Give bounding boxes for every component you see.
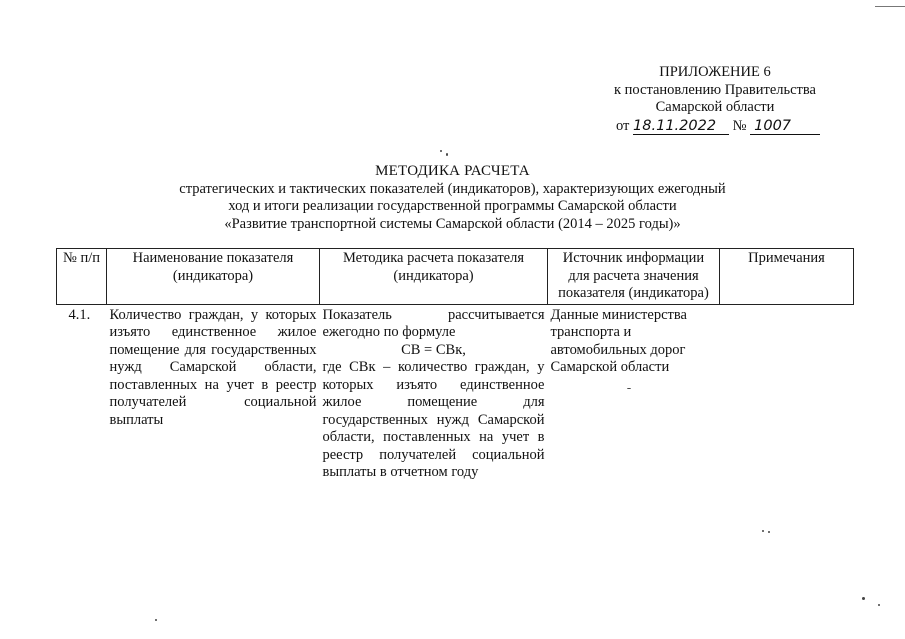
- handwritten-date: 18.11.2022: [633, 119, 729, 135]
- heading-title: МЕТОДИКА РАСЧЕТА: [375, 163, 530, 179]
- row-notes: [720, 304, 854, 482]
- indicator-table: [56, 248, 854, 482]
- row-method: [320, 304, 548, 482]
- date-prefix: от: [616, 117, 630, 134]
- method-intro: Показатель рассчитывается ежегодно по формуле: [322, 306, 545, 340]
- handwritten-number: 1007: [750, 119, 820, 135]
- appendix-line-2: Самарской области: [655, 99, 775, 115]
- heading-line-1: стратегических и тактических показателей (индикаторов), характеризующих ежегодный: [179, 180, 726, 197]
- appendix-date-row: [600, 118, 830, 136]
- heading-line-2: ход и итоги реализации государственной программы Самарской области: [228, 198, 677, 214]
- scan-speck: [627, 388, 631, 389]
- appendix-title: ПРИЛОЖЕНИЕ 6: [659, 64, 771, 80]
- document-heading: [80, 163, 825, 233]
- appendix-block: [600, 64, 830, 135]
- scan-speck: [862, 597, 865, 600]
- heading-line-3: «Развитие транспортной системы Самарской области (2014 – 2025 годы)»: [224, 215, 681, 232]
- number-prefix: №: [732, 117, 747, 134]
- scan-speck: [768, 531, 770, 533]
- scan-edge-line: [875, 6, 905, 7]
- scan-speck: [155, 619, 157, 621]
- header-name: Наименование показателя (индикатора): [107, 249, 320, 305]
- table-header-row: [57, 249, 854, 305]
- appendix-line-1: к постановлению Правительства: [614, 81, 816, 98]
- method-formula: СВ = СВк,: [401, 341, 466, 358]
- row-source: Данные министерства транспорта и автомобильных дорог Самарской области: [550, 306, 687, 375]
- header-num: № п/п: [57, 249, 107, 305]
- table-row: [57, 304, 854, 482]
- scan-speck: [440, 150, 442, 152]
- method-description: где СВк – количество граждан, у которых изъято единственное жилое помещение для государственных нужд Самарской области, поставленных на учет в реестр получателей социальной выплаты в отчетном году: [322, 359, 545, 480]
- scan-speck: [446, 153, 448, 156]
- header-notes: Примечания: [720, 249, 854, 305]
- header-method: Методика расчета показателя (индикатора): [320, 249, 548, 305]
- row-name: Количество граждан, у которых изъято единственное жилое помещение для государственных нужд Самарской области, поставленных на учет в реестр получателей социальной выплаты: [109, 306, 317, 428]
- row-num: 4.1.: [68, 306, 91, 323]
- header-source: Источник информации для расчета значения показателя (индикатора): [548, 249, 720, 305]
- scan-speck: [878, 604, 880, 606]
- scan-speck: [762, 530, 764, 532]
